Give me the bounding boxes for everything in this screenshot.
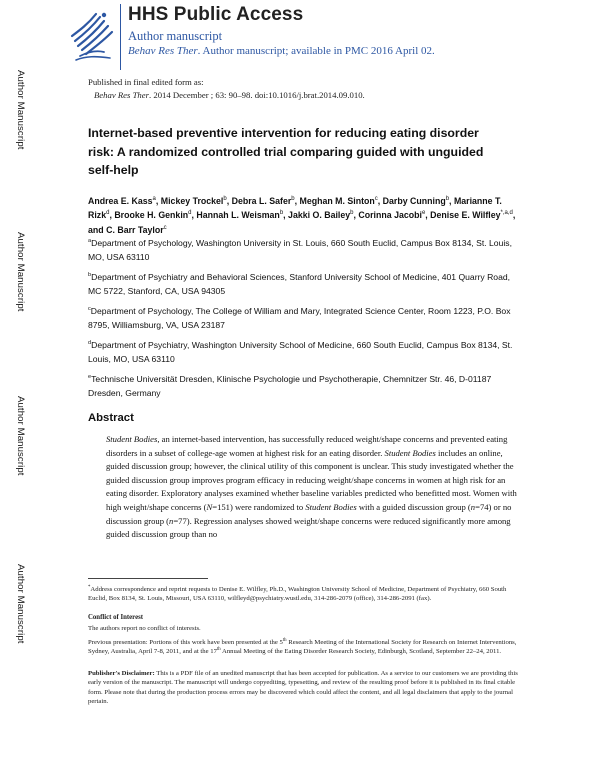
pmc-availability-citation — [128, 45, 435, 57]
published-details: . 2014 December ; 63: 90–98. doi:10.1016/j.brat.2014.09.010. — [149, 90, 365, 100]
author: Jakki O. Bailey$^b$ — [288, 210, 354, 221]
abstract-body: Student Bodies, an internet-based intervention, has successfully reduced weight/shape concerns and prevented eating disorders in a subset of college-age women at highest risk for an eating disorder. Student Bodies includes an online, guided discussion group; however, the clinical utility of this component is unclear. This study investigated whether the guided discussion group improves program efficacy in reducing weight/shape concerns in women at high risk for an eating disorder. Exploratory analyses examined whether baseline variables predicted who benefitted most. Women with high weight/shape concerns (N=151) were randomized to Student Bodies with a guided discussion group (n=74) or no discussion group (n=77). Regression analyses showed weight/shape concerns were reduced significantly more among guided discussion group than no — [106, 434, 517, 540]
sidebar-author-manuscript-label: Author Manuscript — [15, 232, 26, 312]
article-title: Internet-based preventive intervention for reducing eating disorder risk: A randomized controlled trial comparing guided with unguided self-help — [88, 126, 484, 178]
author: Corinna Jacobi$^e$ — [358, 210, 426, 221]
sidebar-author-manuscript-label: Author Manuscript — [15, 564, 26, 644]
conflict-heading: Conflict of Interest — [88, 614, 143, 621]
header-divider — [120, 4, 121, 70]
affiliation: $^d$Department of Psychiatry, Washington University School of Medicine, 660 South Euclid, Campus Box 8134, St. Louis, MO, USA 63110 — [88, 340, 513, 365]
citation-details: . Author manuscript; available in PMC 2016 April 02. — [197, 45, 435, 57]
previous-presentation-footnote: Previous presentation: Portions of this work have been presented at the 5th Research Meeting of the International Society for Research on Internet Interventions, Sydney, Australia, April 7-8, 2011, and at the 17th Annual Meeting of the Eating Disorder Research Society, Edinburgh, Scotland, September 22–24, 2011. — [88, 637, 517, 656]
footnote-rule — [88, 578, 208, 579]
author: Marianne T. Rizk$^d$ — [88, 196, 502, 221]
publisher-disclaimer: Publisher's Disclaimer: This is a PDF file of an unedited manuscript that has been accepted for publication. As a service to our customers we are providing this early version of the manuscript. The manuscript will undergo copyediting, typesetting, and review of the resulting proof before it is published in its final citable form. Please note that during the production process errors may be discovered which could affect the content, and all legal disclaimers that apply to the journal pertain. — [88, 670, 518, 706]
author: Mickey Trockel$^b$ — [160, 196, 227, 206]
published-journal: Behav Res Ther — [94, 90, 150, 100]
sidebar-author-manuscript-label: Author Manuscript — [15, 70, 26, 150]
author-list: Andrea E. Kass$^a$, Mickey Trockel$^b$, Debra L. Safer$^b$, Meghan M. Sinton$^c$, Darby Cunning$^b$, Marianne T. Rizk$^d$, Brooke H. Genkin$^d$, Hannah L. Weisman$^b$, Jakki O. Bailey$^b$, Corinna Jacobi$^e$, Denise E. Wilfley$^{*,a,d}$, and C. Barr Taylor$^c$ — [88, 196, 516, 235]
hhs-public-access-title: HHS Public Access — [128, 4, 304, 25]
author: Meghan M. Sinton$^c$ — [299, 196, 378, 206]
affiliation: $^c$Department of Psychology, The College of William and Mary, Integrated Science Center, Room 1223, P.O. Box 8795, Williamsburg, VA, USA 23187 — [88, 306, 511, 331]
author-manuscript-subtitle: Author manuscript — [128, 29, 223, 43]
author: C. Barr Taylor$^c$ — [106, 224, 167, 235]
affiliation: $^a$Department of Psychology, Washington University in St. Louis, 660 South Euclid, Campus Box 8134, St. Louis, MO, USA 63110 — [88, 238, 512, 263]
citation-journal: Behav Res Ther — [128, 45, 198, 57]
published-citation — [94, 90, 365, 100]
author: Denise E. Wilfley$^{*,a,d}$ — [430, 210, 513, 221]
conflict-text: The authors report no conflict of interests. — [88, 625, 201, 632]
abstract-heading: Abstract — [88, 412, 134, 424]
author: Andrea E. Kass$^a$ — [88, 196, 156, 206]
author: Hannah L. Weisman$^b$ — [196, 210, 284, 221]
author: Brooke H. Genkin$^d$ — [114, 210, 192, 221]
correspondence-footnote: *Address correspondence and reprint requests to Denise E. Wilfley, Ph.D., Washington University School of Medicine, Department of Psychiatry, 660 South Euclid, Box 8134, St. Louis, Missouri, USA 63110, wilfleyd@psychiatry.wustl.edu, 314-286-2079 (office), 314-286-2091 (fax). — [88, 584, 507, 603]
affiliation: $^e$Technische Universität Dresden, Klinische Psychologie und Psychotherapie, Chemnitzer Str. 46, D-01187 Dresden, Germany — [88, 374, 492, 399]
sidebar-author-manuscript-label: Author Manuscript — [15, 396, 26, 476]
author: Darby Cunning$^b$ — [382, 196, 450, 206]
hhs-eagle-logo — [66, 6, 120, 64]
author: Debra L. Safer$^b$ — [231, 196, 295, 206]
affiliation: $^b$Department of Psychiatry and Behavioral Sciences, Stanford University School of Medicine, 401 Quarry Road, MC 5722, Stanford, CA, USA 94305 — [88, 272, 511, 297]
published-in-label: Published in final edited form as: — [88, 77, 204, 87]
